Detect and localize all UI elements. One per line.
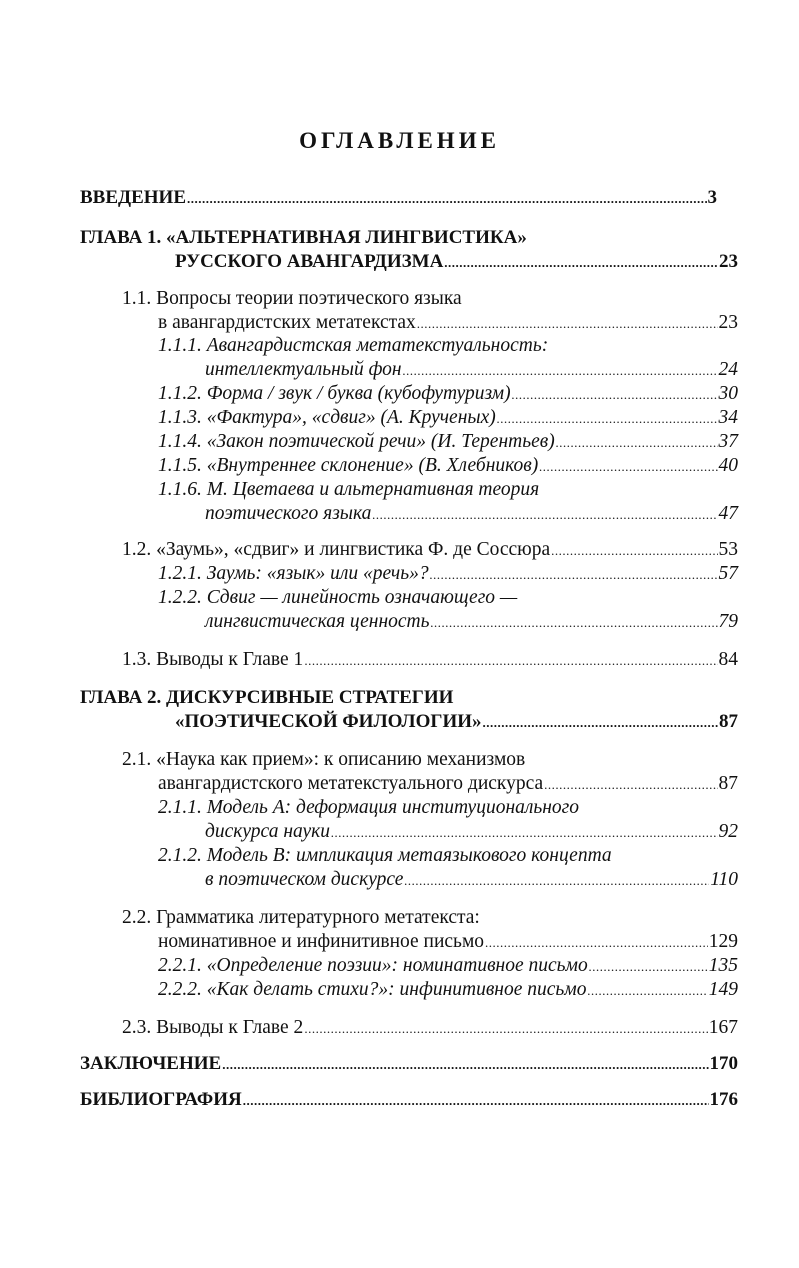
toc-entry-section-2-2-cont[interactable]: [158, 930, 738, 954]
toc-entry-title: 2.1.1. Модель А: деформация институционального: [158, 797, 580, 818]
toc-entry-title: 1.2.1. Заумь: «язык» или «речь»?: [158, 563, 429, 584]
toc-entry-section-1-3[interactable]: [122, 648, 738, 672]
leader-dots: [304, 648, 717, 673]
toc-entry-title: 2.2. Грамматика литературного метатекста:: [122, 907, 480, 928]
page-number: 87: [719, 711, 738, 732]
page-number: 110: [710, 869, 738, 890]
toc-entry-conclusion[interactable]: [80, 1052, 738, 1076]
toc-entry-chapter-2[interactable]: [80, 686, 453, 710]
page-number: 129: [708, 931, 738, 952]
toc-entry-section-1-1-cont[interactable]: [158, 311, 738, 335]
leader-dots: [431, 610, 718, 635]
leader-dots: [372, 502, 717, 527]
toc-entry-section-2-1[interactable]: [122, 748, 525, 772]
toc-entry-subsection-1-2-2[interactable]: [158, 586, 517, 610]
page-number: 34: [718, 407, 738, 428]
toc-entry-subsection-1-1-1-cont[interactable]: [205, 358, 738, 382]
leader-dots: [430, 562, 718, 587]
leader-dots: [444, 250, 718, 275]
page-number: 3: [707, 187, 717, 208]
page-number: 92: [718, 821, 738, 842]
toc-entry-section-1-2[interactable]: [122, 538, 738, 562]
toc-entry-title-cont: «ПОЭТИЧЕСКОЙ ФИЛОЛОГИИ»: [175, 711, 482, 732]
toc-entry-subsection-1-1-1[interactable]: [158, 334, 548, 358]
leader-dots: [331, 820, 717, 845]
toc-entry-title-cont: дискурса науки: [205, 821, 331, 842]
toc-entry-subsection-2-1-1[interactable]: [158, 796, 579, 820]
toc-entry-subsection-1-1-5[interactable]: [158, 454, 738, 478]
toc-entry-chapter-1-cont[interactable]: [175, 250, 738, 274]
page-number: 79: [718, 611, 738, 632]
toc-entry-subsection-2-2-2[interactable]: [158, 978, 738, 1002]
toc-entry-title: 1.1. Вопросы теории поэтического языка: [122, 288, 462, 309]
toc-entry-subsection-1-1-3[interactable]: [158, 406, 738, 430]
toc-entry-title: 1.2. «Заумь», «сдвиг» и лингвистика Ф. де Соссюра: [122, 539, 551, 560]
toc-entry-title: 1.1.6. М. Цветаева и альтернативная теория: [158, 479, 540, 500]
leader-dots: [551, 538, 717, 563]
toc-entry-subsection-1-2-1[interactable]: [158, 562, 738, 586]
toc-entry-subsection-2-2-1[interactable]: [158, 954, 738, 978]
leader-dots: [512, 382, 718, 407]
toc-entry-chapter-1[interactable]: [80, 226, 527, 250]
page-title: ОГЛАВЛЕНИЕ: [299, 128, 500, 153]
page-number: 57: [718, 563, 738, 584]
toc-entry-subsection-1-1-2[interactable]: [158, 382, 738, 406]
toc-entry-title: ГЛАВА 2. ДИСКУРСИВНЫЕ СТРАТЕГИИ: [80, 687, 454, 708]
toc-entry-title: 1.1.5. «Внутреннее склонение» (В. Хлебников): [158, 455, 539, 476]
page-number: 23: [718, 312, 738, 333]
toc-entry-subsection-1-2-2-cont[interactable]: [205, 610, 738, 634]
toc-entry-title: ВВЕДЕНИЕ: [80, 187, 186, 208]
page-number: 167: [708, 1017, 738, 1038]
toc-entry-title-cont: поэтического языка: [205, 503, 372, 524]
toc-entry-subsection-2-1-2[interactable]: [158, 844, 612, 868]
page-number: 84: [718, 649, 738, 670]
toc-entry-title-cont: номинативное и инфинитивное письмо: [158, 931, 485, 952]
toc-entry-subsection-1-1-4[interactable]: [158, 430, 738, 454]
toc-entry-title: 1.1.3. «Фактура», «сдвиг» (А. Крученых): [158, 407, 496, 428]
toc-entry-chapter-2-cont[interactable]: [175, 710, 738, 734]
toc-entry-title: 2.1.2. Модель B: импликация метаязыкового концепта: [158, 845, 612, 866]
toc-entry-section-2-1-cont[interactable]: [158, 772, 738, 796]
toc-entry-title-cont: интеллектуальный фон: [205, 359, 402, 380]
leader-dots: [485, 930, 708, 955]
toc-entry-section-1-1[interactable]: [122, 287, 462, 311]
page-number: 37: [718, 431, 738, 452]
toc-entry-section-2-2[interactable]: [122, 906, 480, 930]
leader-dots: [187, 186, 707, 211]
toc-entry-subsection-1-1-6-cont[interactable]: [205, 502, 738, 526]
toc-entry-title: 2.2.2. «Как делать стихи?»: инфинитивное письмо: [158, 979, 587, 1000]
toc-entry-subsection-2-1-1-cont[interactable]: [205, 820, 738, 844]
toc-entry-title-cont: лингвистическая ценность: [205, 611, 430, 632]
page-number: 30: [718, 383, 738, 404]
leader-dots: [497, 406, 718, 431]
page-number: 40: [718, 455, 738, 476]
leader-dots: [587, 978, 707, 1003]
toc-entry-title: ЗАКЛЮЧЕНИЕ: [80, 1053, 222, 1074]
toc-entry-subsection-1-1-6[interactable]: [158, 478, 539, 502]
toc-entry-introduction[interactable]: [80, 186, 717, 210]
leader-dots: [243, 1088, 709, 1113]
leader-dots: [222, 1052, 708, 1077]
toc-entry-title: 1.1.2. Форма / звук / буква (кубофутуризм): [158, 383, 511, 404]
leader-dots: [483, 710, 718, 735]
toc-entry-title: ГЛАВА 1. «АЛЬТЕРНАТИВНАЯ ЛИНГВИСТИКА»: [80, 227, 527, 248]
leader-dots: [404, 868, 709, 893]
toc-entry-title: 2.3. Выводы к Главе 2: [122, 1017, 304, 1038]
toc-entry-section-2-3[interactable]: [122, 1016, 738, 1040]
toc-entry-title-cont: РУССКОГО АВАНГАРДИЗМА: [175, 251, 444, 272]
leader-dots: [304, 1016, 707, 1041]
leader-dots: [539, 454, 717, 479]
leader-dots: [589, 954, 708, 979]
leader-dots: [417, 311, 718, 336]
toc-entry-title: 1.2.2. Сдвиг — линейность означающего —: [158, 587, 518, 608]
leader-dots: [544, 772, 717, 797]
page-number: 53: [718, 539, 738, 560]
toc-entry-title-cont: в авангардистских метатекстах: [158, 312, 416, 333]
toc-entry-title: 1.3. Выводы к Главе 1: [122, 649, 304, 670]
toc-entry-title: 1.1.1. Авангардистская метатекстуальность:: [158, 335, 549, 356]
leader-dots: [556, 430, 718, 455]
page-number: 170: [709, 1053, 738, 1074]
toc-entry-title-cont: в поэтическом дискурсе: [205, 869, 404, 890]
page-number: 176: [709, 1089, 738, 1110]
page-number: 23: [719, 251, 738, 272]
toc-entry-title: 2.1. «Наука как прием»: к описанию механизмов: [122, 749, 526, 770]
page-number: 87: [718, 773, 738, 794]
page-number: 135: [708, 955, 738, 976]
page-number: 149: [708, 979, 738, 1000]
toc-entry-title: БИБЛИОГРАФИЯ: [80, 1089, 242, 1110]
leader-dots: [403, 358, 718, 383]
toc-entry-bibliography[interactable]: [80, 1088, 738, 1112]
toc-entry-title: 2.2.1. «Определение поэзии»: номинативное письмо: [158, 955, 588, 976]
toc-entry-title-cont: авангардистского метатекстуального дискурса: [158, 773, 544, 794]
toc-entry-title: 1.1.4. «Закон поэтической речи» (И. Терентьев): [158, 431, 555, 452]
page-number: 47: [718, 503, 738, 524]
toc-entry-subsection-2-1-2-cont[interactable]: [205, 868, 738, 892]
page-number: 24: [718, 359, 738, 380]
